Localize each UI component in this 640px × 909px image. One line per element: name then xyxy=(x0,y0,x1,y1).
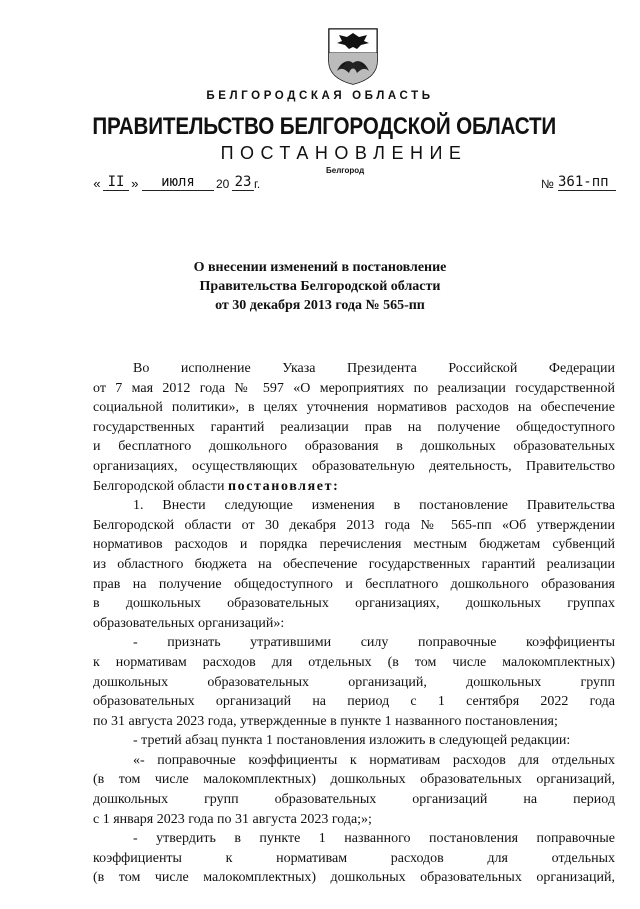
document-body xyxy=(93,359,615,888)
bullet-line: по 31 августа 2023 года, утвержденные в пункте 1 названного постановления; xyxy=(93,713,558,729)
document-number: 361-пп xyxy=(558,174,616,191)
quote-line: (в том числе малокомплектных) дошкольных образовательных организаций, xyxy=(93,772,615,788)
quote-open: « xyxy=(93,177,101,192)
bullet-line: - утвердить в пункте 1 названного постановления поправочные xyxy=(133,831,615,847)
quote-close: » xyxy=(131,177,139,192)
government-title: ПРАВИТЕЛЬСТВО БЕЛГОРОДСКОЙ ОБЛАСТИ xyxy=(92,113,557,140)
bullet-line: дошкольных образовательных организаций, дошкольных групп xyxy=(93,674,615,690)
body-line: социальной политики», в целях уточнения нормативов расходов на обеспечение xyxy=(93,400,615,416)
body-line: и бесплатного дошкольного образования в дошкольных образовательных xyxy=(93,439,615,455)
item-line: Белгородской области от 30 декабря 2013 года № 565-пп «Об утверждении xyxy=(93,517,615,533)
region-name: БЕЛГОРОДСКАЯ ОБЛАСТЬ xyxy=(206,90,434,102)
item-line: в дошкольных образовательных организациях, дошкольных группах xyxy=(93,596,615,612)
item-line: прав на получение общедоступного и бесплатного дошкольного образования xyxy=(93,576,615,592)
document-type: ПОСТАНОВЛЕНИЕ xyxy=(220,143,468,163)
document-title xyxy=(0,258,640,315)
item-line: образовательных организаций»: xyxy=(93,615,285,631)
decree-word: постановляет: xyxy=(227,478,340,494)
body-line: государственных гарантий реализации прав на получение общедоступного xyxy=(93,419,615,435)
year-prefix: 20 xyxy=(216,177,230,191)
bullet-line: - третий абзац пункта 1 постановления изложить в следующей редакции: xyxy=(133,733,571,749)
year-suffix: 23 xyxy=(232,174,254,191)
quote-line: с 1 января 2023 года по 31 августа 2023 года;»; xyxy=(93,811,372,827)
bullet-line: коэффициенты к нормативам расходов для отдельных xyxy=(93,850,615,866)
body-text: Белгородской области xyxy=(93,478,228,494)
title-line: Правительства Белгородской области xyxy=(199,279,441,294)
quote-line: «- поправочные коэффициенты к нормативам расходов для отдельных xyxy=(133,752,615,768)
date-month: июля xyxy=(142,174,214,191)
bullet-line: (в том числе малокомплектных) дошкольных образовательных организаций, xyxy=(93,870,615,886)
body-line: от 7 мая 2012 года № 597 «О мероприятиях по реализации государственной xyxy=(93,380,615,396)
coat-of-arms-emblem xyxy=(327,27,379,85)
item-line: 1. Внести следующие изменения в постановление Правительства xyxy=(133,498,615,514)
year-unit: г. xyxy=(254,177,261,191)
body-line xyxy=(93,477,615,497)
item-line: из областного бюджета на обеспечение государственных гарантий реализации xyxy=(93,556,615,572)
bullet-line: - признать утратившими силу поправочные коэффициенты xyxy=(133,635,615,651)
dateline xyxy=(0,174,640,196)
bullet-line: образовательных организаций на период с 1 сентября 2022 года xyxy=(93,694,615,710)
quote-line: дошкольных групп образовательных организаций на период xyxy=(93,792,615,808)
date-day: II xyxy=(103,174,129,191)
title-line: от 30 декабря 2013 года № 565-пп xyxy=(215,298,425,313)
body-line: Во исполнение Указа Президента Российской Федерации xyxy=(133,361,615,376)
bullet-line: к нормативам расходов для отдельных (в том числе малокомплектных) xyxy=(93,654,615,670)
item-line: нормативов расходов и порядка перечисления местным бюджетам субвенций xyxy=(93,537,615,553)
title-line: О внесении изменений в постановление xyxy=(193,260,447,275)
number-sign: № xyxy=(541,177,554,191)
body-line: организациях, осуществляющих образовательную деятельность, Правительство xyxy=(93,458,615,474)
city-name: Белгород xyxy=(326,166,365,175)
